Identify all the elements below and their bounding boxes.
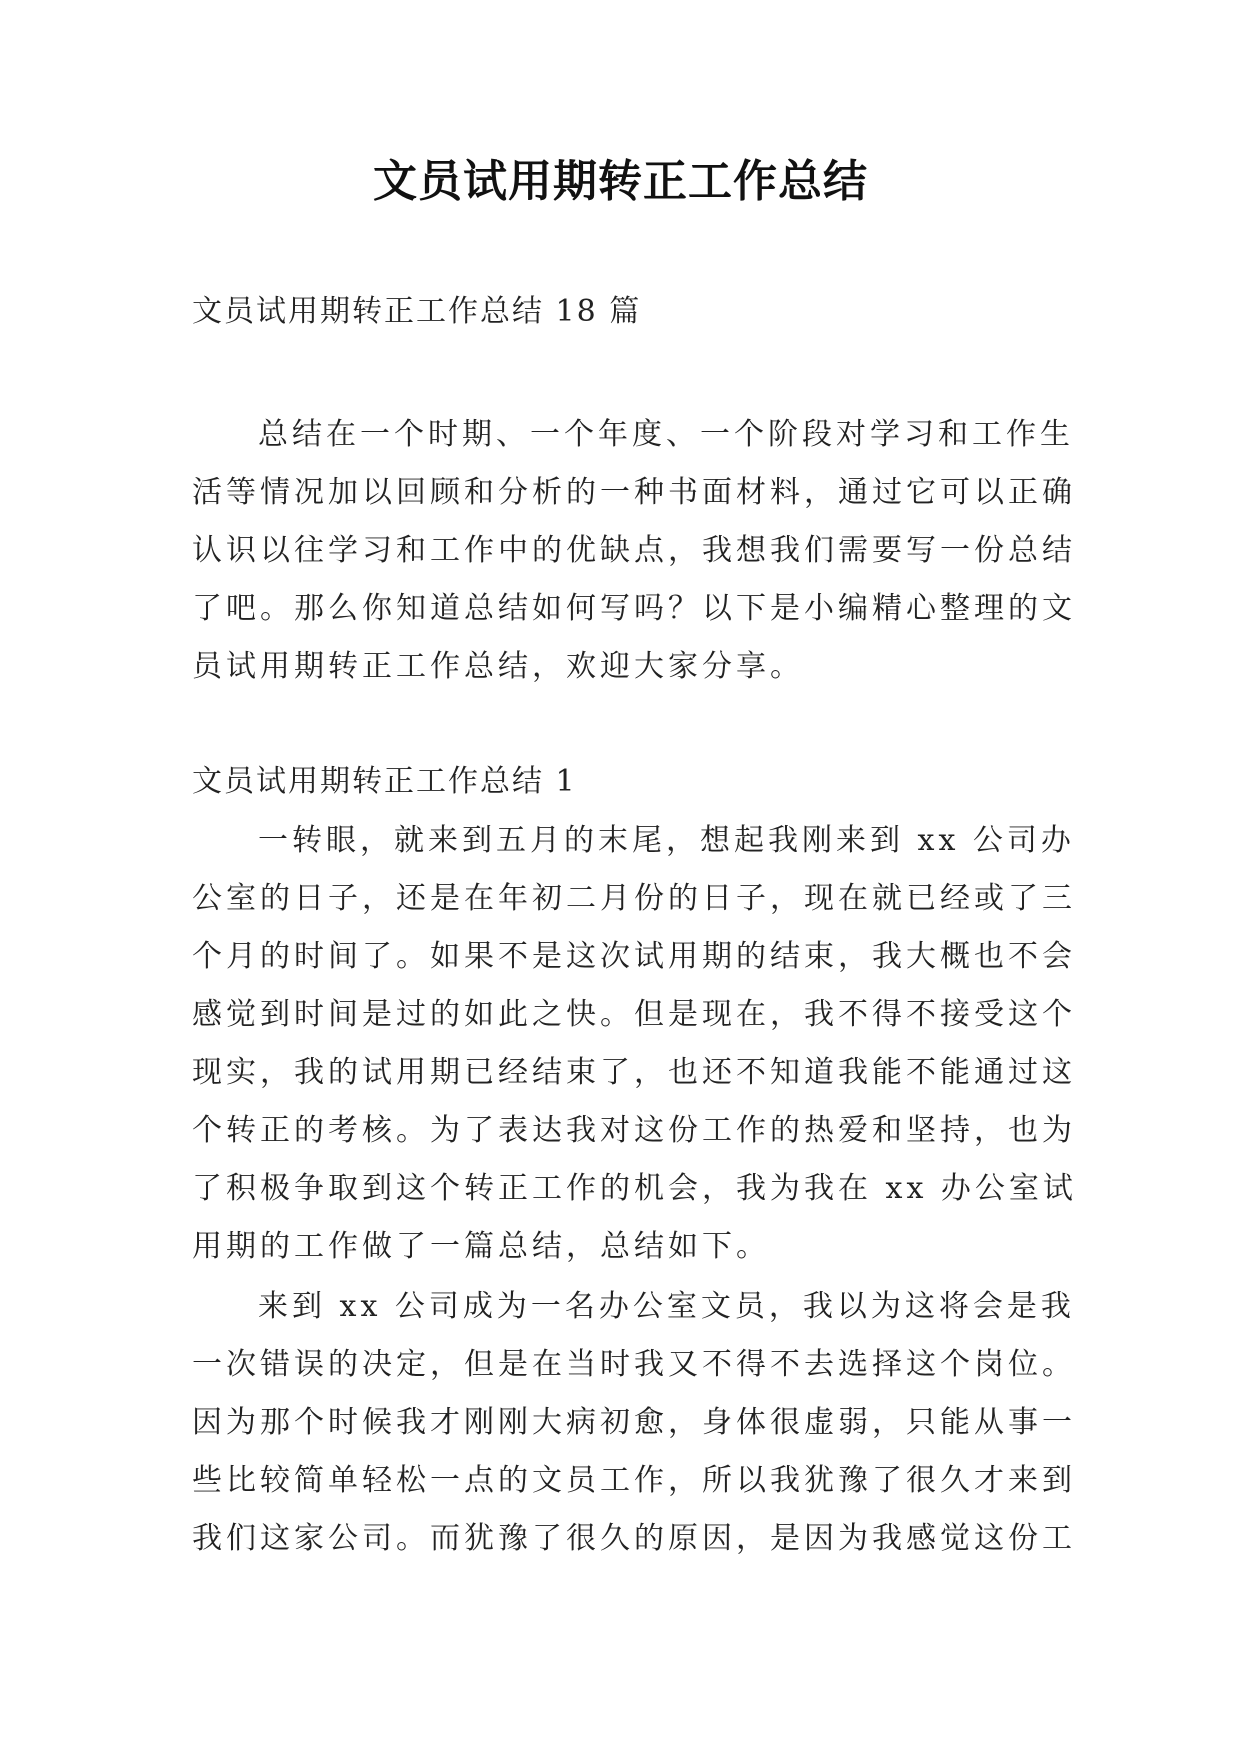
paragraph-line: 一次错误的决定，但是在当时我又不得不去选择这个岗位。 bbox=[192, 1347, 1076, 1382]
section-heading: 文员试用期转正工作总结 1 bbox=[192, 764, 577, 799]
paragraph-line: 现实，我的试用期已经结束了，也还不知道我能不能通过这 bbox=[192, 1055, 1076, 1090]
paragraph-line: 一转眼，就来到五月的末尾，想起我刚来到 xx 公司办 bbox=[258, 823, 1075, 858]
paragraph-line: 员试用期转正工作总结，欢迎大家分享。 bbox=[192, 649, 804, 684]
body-paragraph-1 bbox=[192, 812, 1077, 1276]
paragraph-line: 感觉到时间是过的如此之快。但是现在，我不得不接受这个 bbox=[192, 997, 1076, 1032]
document-subtitle: 文员试用期转正工作总结 18 篇 bbox=[192, 294, 642, 329]
paragraph-line: 因为那个时候我才刚刚大病初愈，身体很虚弱，只能从事一 bbox=[192, 1405, 1076, 1440]
paragraph-line: 用期的工作做了一篇总结，总结如下。 bbox=[192, 1229, 770, 1264]
paragraph-line: 些比较简单轻松一点的文员工作，所以我犹豫了很久才来到 bbox=[192, 1463, 1076, 1498]
paragraph-line: 公室的日子，还是在年初二月份的日子，现在就已经或了三 bbox=[192, 881, 1076, 916]
body-paragraph-2 bbox=[192, 1278, 1076, 1568]
paragraph-line: 来到 xx 公司成为一名办公室文员，我以为这将会是我 bbox=[258, 1289, 1075, 1324]
paragraph-line: 认识以往学习和工作中的优缺点，我想我们需要写一份总结 bbox=[192, 533, 1076, 568]
paragraph-line: 活等情况加以回顾和分析的一种书面材料，通过它可以正确 bbox=[192, 475, 1076, 510]
paragraph-line: 个月的时间了。如果不是这次试用期的结束，我大概也不会 bbox=[192, 939, 1076, 974]
paragraph-line: 了吧。那么你知道总结如何写吗？以下是小编精心整理的文 bbox=[192, 591, 1076, 626]
paragraph-line: 我们这家公司。而犹豫了很久的原因，是因为我感觉这份工 bbox=[192, 1521, 1076, 1556]
paragraph-line: 个转正的考核。为了表达我对这份工作的热爱和坚持，也为 bbox=[192, 1113, 1076, 1148]
document-title: 文员试用期转正工作总结 bbox=[373, 156, 868, 207]
paragraph-line: 总结在一个时期、一个年度、一个阶段对学习和工作生 bbox=[258, 417, 1074, 452]
paragraph-line: 了积极争取到这个转正工作的机会，我为我在 xx 办公室试 bbox=[192, 1171, 1077, 1206]
intro-paragraph bbox=[192, 406, 1076, 696]
